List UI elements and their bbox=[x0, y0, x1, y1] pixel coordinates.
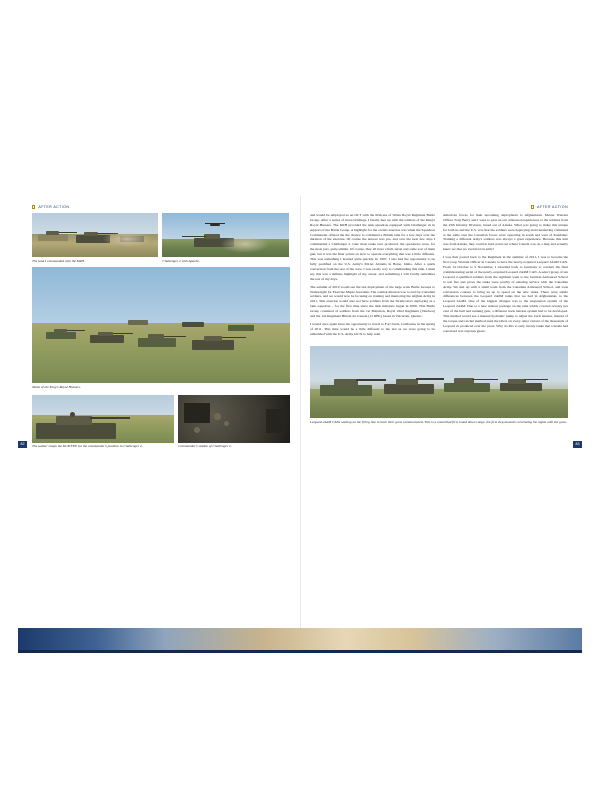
caption-leopard-2a4m-can-firing-line: Leopard 2A4M CANs waiting on the firing line to have their guns commissioned. This is a controlled first round down range, the first step towards correlating the sights with the guns. bbox=[310, 419, 567, 424]
left-page bbox=[18, 196, 300, 628]
paragraph: and would be employed as an OCT with the Princess of Wales Royal Regiment Battle Group. After a series of more briefings, I finally met up with the soldiers of the King's Royal Hussars. The KRH provided the tank squadron equipped with Challenger 2s in support of the Battle Group. A highlight for me on this exercise was when the Squadron Commander offered me the chance to command a British tank for a few days over the duration of the exercise. Of course the answer was yes, and over the next few days I commanded a Challenger 2. Like most tanks ever produced, the operations were, for the most part, quite similar. Of course, they all have a hull, turret and some sort of main gun, but it was the finer points on how to operate everything that was a little different. This was something I learned quite quickly. In 1997, I also had the opportunity to be fully qualified on the U.S. Army's M1A1 Abrams in Boise, Idaho. After a quick conversion from the rest of the crew, I was on my way to commanding this tank. I must say this was a definite highlight of my career, and something I will fondly remember the rest of my days. bbox=[310, 213, 435, 281]
folio-right: 83 bbox=[573, 441, 582, 448]
photo-block-commanders-station bbox=[178, 395, 290, 449]
photo-author-swaps-the-kuwait bbox=[32, 395, 174, 443]
decorative-band-rule bbox=[18, 650, 582, 653]
square-bullet-icon bbox=[32, 205, 35, 208]
photo-block-author-swaps bbox=[32, 395, 174, 449]
photo-block-tanks-krh bbox=[32, 213, 158, 263]
photo-tanks-of-the-kings-royal-hussars bbox=[32, 267, 290, 383]
paragraph: I would once again have the opportunity to travel to Fort Irwin, California, in the spring of 2011. This time would be a little different to the last as we were going to be embedded with the U.S. Army OCTs to help train bbox=[310, 322, 435, 336]
caption-tanks-of-the-kings-royal-hussars: Tanks of the King's Royal Hussars. bbox=[32, 384, 81, 389]
photo-tanks-commanded-krh bbox=[32, 213, 158, 257]
folio-left: 82 bbox=[18, 441, 27, 448]
square-bullet-icon bbox=[531, 205, 534, 208]
caption-commanders-station: Commander's station of Challenger 2. bbox=[178, 444, 232, 449]
paragraph: The autumn of 2010 would see the last deployment of the large scale Battle Groups to Wainwright for Exercise Maple Guardian. The combat mission was to end for Canadian soldiers, and we would now be focusing on training and mentoring the Afghan Army in 2011. This exercise would also not have soldiers from the Strathcona's deploying as a tank squadron – for the first time since the tank missions began in 2006. This Battle Group consisted of soldiers from the 1st Battalion, Royal 22nd Regiment (Vandoos) and the 12e Regiment Blinde du Canada (12 RBC) based in Valcartier, Quebec. bbox=[310, 284, 435, 318]
running-head-left bbox=[32, 204, 290, 210]
running-head-left-label: AFTER ACTION bbox=[38, 205, 70, 209]
right-page bbox=[300, 196, 582, 628]
paragraph: American forces for their upcoming deployment to Afghanistan. Master Warrant Officer Tony Berry and I were to pass on our armoured experiences to the soldiers from the 25th Infantry Division, based out of Alaska. What was going to make this unique for both us and the U.S. was that the soldiers were deploying and transferring command at the same area the Canadian forces were operating in south and west of Kandahar. Training a different army's soldiers was always a great experience. Because this unit was from Alaska, they could at least point out where Canada was on a map and actually knew we that we even had an army! bbox=[443, 213, 568, 252]
running-head-right bbox=[310, 204, 568, 210]
magazine-spread bbox=[18, 196, 582, 628]
caption-tanks-commanded-krh: The tank I commanded with the KRH. bbox=[32, 258, 85, 263]
photo-block-leopard-firing-line bbox=[310, 346, 568, 424]
caption-author-swaps: The author swaps the KUWVEE for the commander's position in Challenger 2. bbox=[32, 444, 143, 449]
text-column-1 bbox=[310, 213, 435, 340]
decorative-color-band bbox=[18, 628, 582, 650]
photo-block-krh-tanks-panorama bbox=[32, 267, 290, 389]
text-column-2 bbox=[443, 213, 568, 340]
caption-challenger-2-with-apache: Challenger 2 with Apache. bbox=[162, 258, 200, 263]
paragraph: I was then posted back to the Regiment in the summer of 2011, I was to become the first troop Warrant Officer in Canada to have the newly-acquired Leopard 2A4M CAN. From 14 October to 5 November, I travelled back to Germany to conduct the final commissioning serial of the newly-acquired Leopard 2A4M CAN. A select group of ten Leopard 2-qualified soldiers from the regiment went to the German Armoured School to test fire and prove the tanks were worthy of entering service with the Canadian Army. We met up with a small team from the Canadian Armoured School, and took conversion courses to bring us up to speed on the new tanks. There were subtle differences between the Leopard 2A6M tanks that we had in Afghanistan, to the Leopard 2A4M. One of the biggest changes was to the suspension system of the Leopard 2A4M. Due to a new armour package on the tank which covered seventy per cent of the hull and running gear, a different track tension system had to be developed. This method would see a manual hydraulic pump to adjust the track tension, instead of the torque and ratchet method used the idlers on every other variant of the thousands of Leopard 2s produced over the years. Why do this to only twenty tanks that Canada had converted was anyones guess. bbox=[443, 255, 568, 333]
photo-block-challenger-apache bbox=[162, 213, 288, 263]
photo-commanders-station-challenger-2 bbox=[178, 395, 290, 443]
photo-challenger-2-with-apache bbox=[162, 213, 288, 257]
running-head-right-label: AFTER ACTION bbox=[537, 205, 568, 209]
photo-leopard-2a4m-can-firing-line bbox=[310, 346, 568, 418]
